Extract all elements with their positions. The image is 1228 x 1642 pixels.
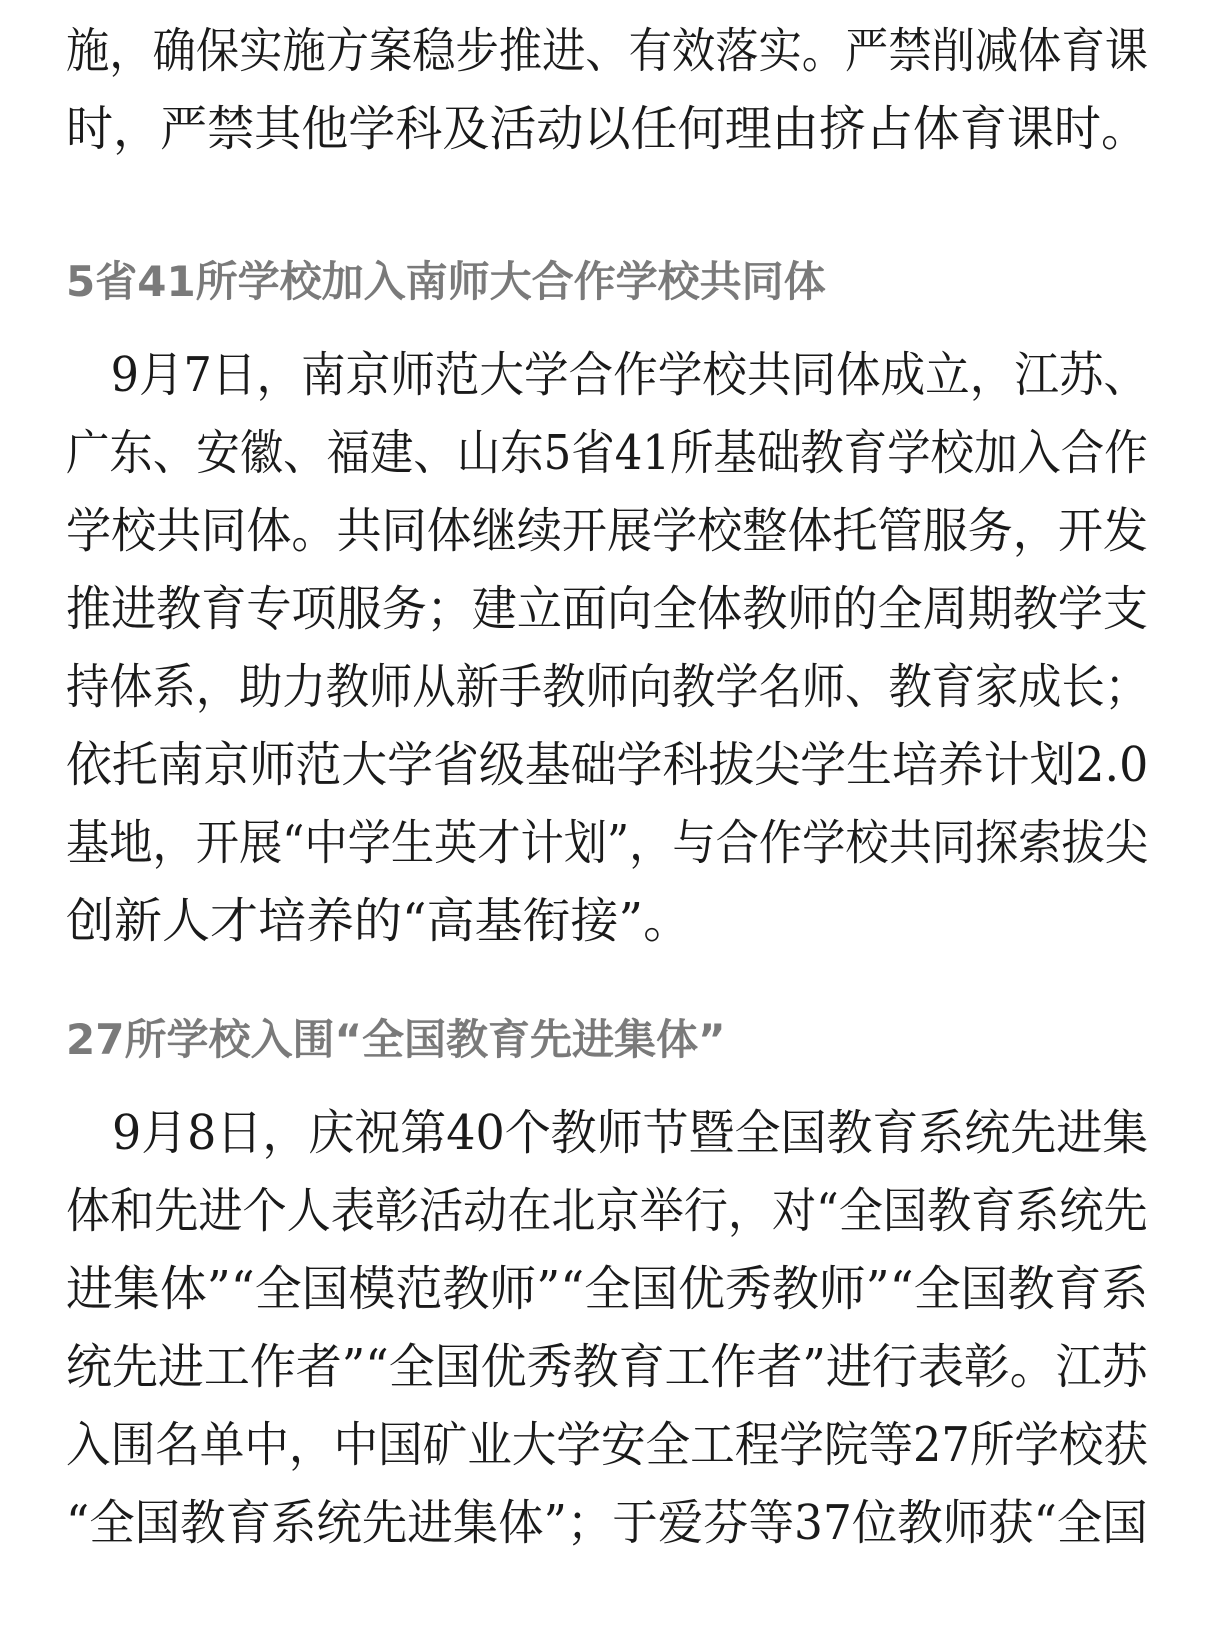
section-heading: 27所学校入围“全国教育先进集体” bbox=[66, 1015, 726, 1064]
text-line: 体和先进个人表彰活动在北京举行，对“全国教育系统先 bbox=[66, 1183, 1148, 1239]
text-line: 持体系，助力教师从新手教师向教学名师、教育家成长； bbox=[66, 659, 1149, 715]
text-line: 依托南京师范大学省级基础学科拔尖学生培养计划2.0 bbox=[66, 737, 1149, 793]
text-line: “全国教育系统先进集体”；于爱芬等37位教师获“全国 bbox=[66, 1495, 1148, 1551]
text-line: 统先进工作者”“全国优秀教育工作者”进行表彰。江苏 bbox=[66, 1339, 1148, 1395]
section-body bbox=[66, 336, 1148, 960]
text-line: 9月7日，南京师范大学合作学校共同体成立，江苏、 bbox=[66, 347, 1149, 403]
text-line: 9月8日，庆祝第40个教师节暨全国教育系统先进集 bbox=[66, 1105, 1149, 1161]
text-line: 时，严禁其他学科及活动以任何理由挤占体育课时。 bbox=[66, 101, 1149, 157]
text-line: 基地，开展“中学生英才计划”，与合作学校共同探索拔尖 bbox=[66, 815, 1149, 871]
text-line: 施，确保实施方案稳步推进、有效落实。严禁削减体育课 bbox=[66, 23, 1149, 79]
paragraph-continued bbox=[66, 12, 1148, 168]
section-body bbox=[66, 1094, 1148, 1562]
text-line: 入围名单中，中国矿业大学安全工程学院等27所学校获 bbox=[66, 1417, 1149, 1473]
text-line: 创新人才培养的“高基衔接”。 bbox=[66, 893, 692, 949]
section-heading: 5省41所学校加入南师大合作学校共同体 bbox=[66, 257, 826, 306]
text-line: 推进教育专项服务；建立面向全体教师的全周期教学支 bbox=[66, 581, 1149, 637]
text-line: 进集体”“全国模范教师”“全国优秀教师”“全国教育系 bbox=[66, 1261, 1149, 1317]
text-line: 学校共同体。共同体继续开展学校整体托管服务，开发 bbox=[66, 503, 1149, 559]
text-line: 广东、安徽、福建、山东5省41所基础教育学校加入合作 bbox=[66, 425, 1148, 481]
